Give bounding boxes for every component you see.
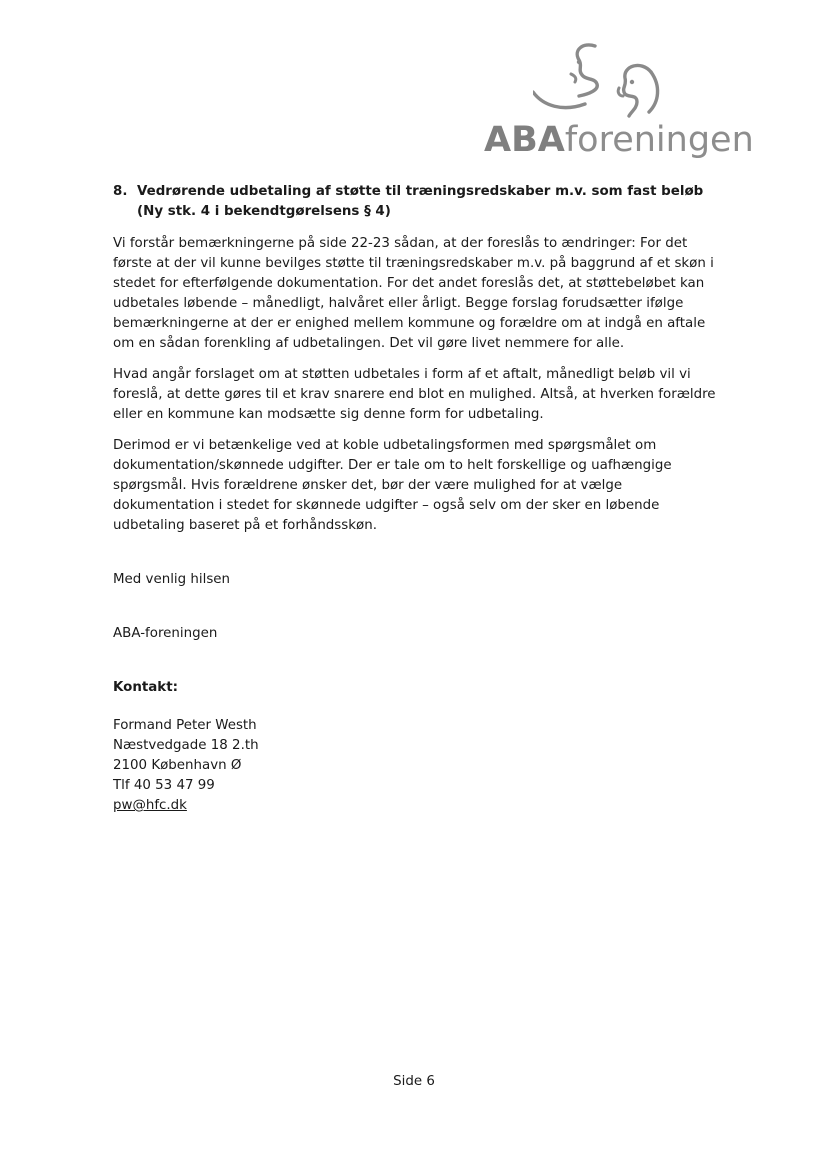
contact-phone: Tlf 40 53 47 99 [113,778,215,793]
signature-organization: ABA-foreningen [113,626,218,641]
contact-title: Kontakt: [113,680,178,695]
contact-block [113,716,723,816]
paragraph-2: Hvad angår forslaget om at støtten udbetales i form af et aftalt, månedligt beløb vil vi foreslå, at dette gøres til et krav snarere end blot en mulighed. Altså, at hverken forældre eller en kommune kan modsætte sig denne form for udbetaling. [113,367,716,422]
letter-body [113,182,723,816]
contact-city: 2100 København Ø [113,758,242,773]
contact-street: Næstvedgade 18 2.th [113,738,259,753]
section-title: Vedrørende udbetaling af støtte til træningsredskaber m.v. som fast beløb (Ny stk. 4 i bekendtgørelsens § 4) [137,184,704,219]
contact-email-link[interactable]: pw@hfc.dk [113,798,187,813]
logo-text-rest: foreningen [564,120,754,160]
page-number: Side 6 [393,1074,435,1089]
logo-text-bold: ABA [484,120,565,160]
section-heading [113,182,723,222]
section-number: 8. [113,184,128,199]
aba-logo [478,40,754,170]
closing-greeting: Med venlig hilsen [113,572,231,587]
paragraph-1: Vi forstår bemærkningerne på side 22-23 sådan, at der foreslås to ændringer: For det første at der vil kunne bevilges støtte til træningsredskaber m.v. på baggrund af et skøn i stedet for efterfølgende dokumentation. For det andet foreslås det, at støttebeløbet kan udbetales løbende – månedligt, halvåret eller årligt. Begge forslag forudsætter ifølge bemærkningerne at der er enighed mellem kommune og forældre om at indgå en aftale om en sådan forenkling af udbetalingen. Det vil gøre livet nemmere for alle. [113,236,714,351]
contact-name: Formand Peter Westh [113,718,257,733]
paragraph-3: Derimod er vi betænkelige ved at koble udbetalingsformen med spørgsmålet om dokumentation/skønnede udgifter. Der er tale om to helt forskellige og uafhængige spørgsmål. Hvis forældrene ønsker det, bør der være mulighed for at vælge dokumentation i stedet for skønnede udgifter – også selv om der sker en løbende udbetaling baseret på et forhåndsskøn. [113,438,672,533]
logo-wordmark [484,120,754,160]
faces-logo-icon [533,40,673,130]
